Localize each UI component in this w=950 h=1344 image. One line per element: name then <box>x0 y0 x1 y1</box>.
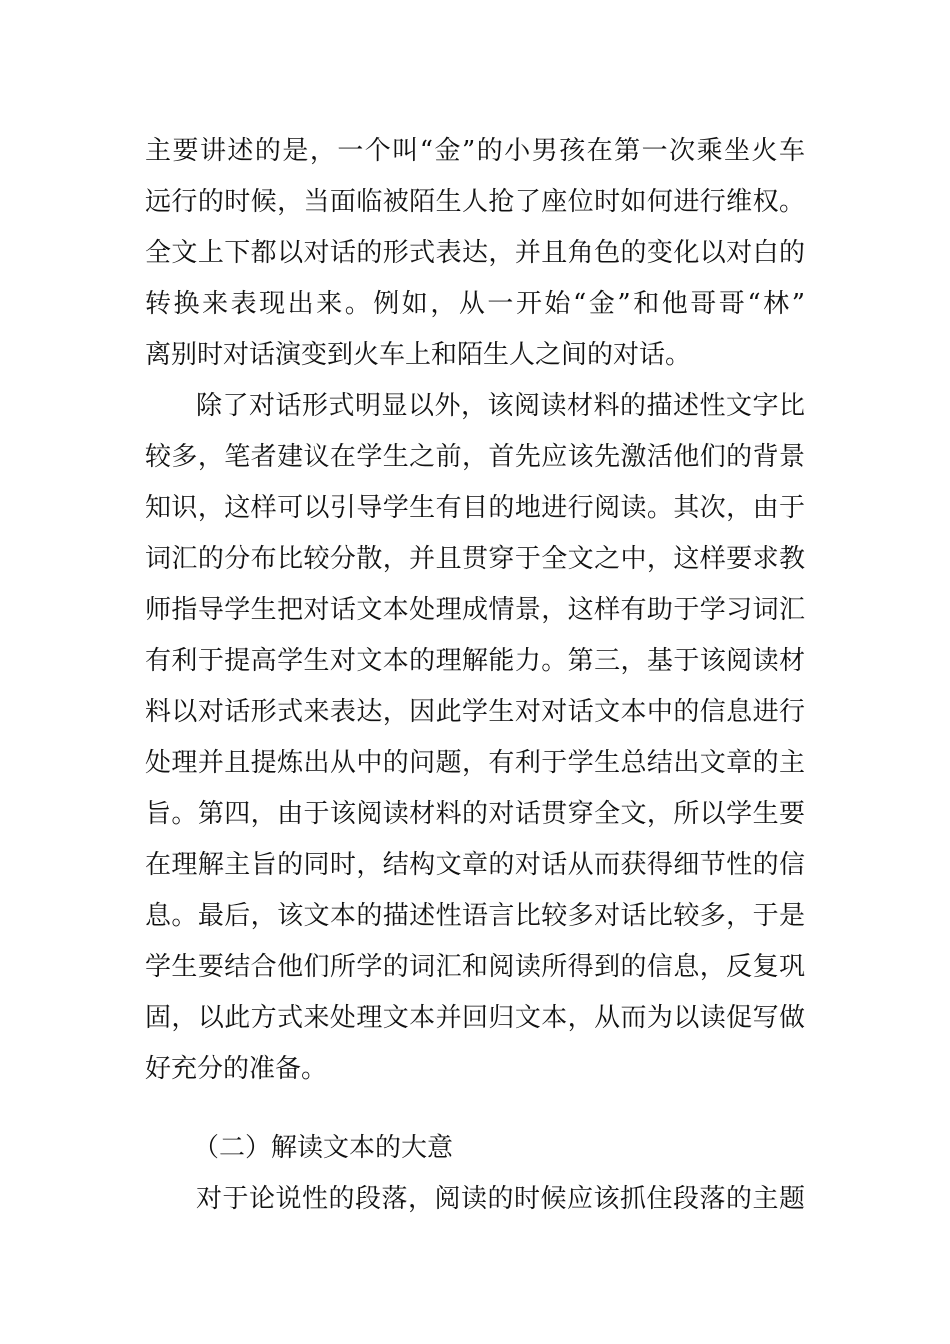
paragraph-1-line-3: 全文上下都以对话的形式表达，并且角色的变化以对白的 <box>145 238 805 268</box>
paragraph-3-line-1: 对于论说性的段落，阅读的时候应该抓住段落的主题 <box>196 1184 805 1214</box>
paragraph-2-line-5: 师指导学生把对话文本处理成情景，这样有助于学习词汇 <box>145 595 805 625</box>
paragraph-1-line-5: 离别时对话演变到火车上和陌生人之间的对话。 <box>145 340 692 370</box>
paragraph-2-line-11: 息。最后，该文本的描述性语言比较多对话比较多，于是 <box>145 901 805 931</box>
paragraph-2-line-6: 有利于提高学生对文本的理解能力。第三，基于该阅读材 <box>145 646 805 676</box>
paragraph-2-line-12: 学生要结合他们所学的词汇和阅读所得到的信息，反复巩 <box>145 952 805 982</box>
paragraph-2-line-10: 在理解主旨的同时，结构文章的对话从而获得细节性的信 <box>145 850 805 880</box>
section-heading: （二）解读文本的大意 <box>193 1133 454 1163</box>
paragraph-2-line-7: 料以对话形式来表达，因此学生对对话文本中的信息进行 <box>145 697 805 727</box>
paragraph-2-line-8: 处理并且提炼出从中的问题，有利于学生总结出文章的主 <box>145 748 805 778</box>
paragraph-2-line-9: 旨。第四，由于该阅读材料的对话贯穿全文，所以学生要 <box>145 799 805 829</box>
paragraph-2-line-3: 知识，这样可以引导学生有目的地进行阅读。其次，由于 <box>145 493 805 523</box>
paragraph-1-line-2: 远行的时候，当面临被陌生人抢了座位时如何进行维权。 <box>145 187 805 217</box>
paragraph-2-line-14: 好充分的准备。 <box>145 1054 328 1084</box>
paragraph-2-line-2: 较多，笔者建议在学生之前，首先应该先激活他们的背景 <box>145 442 805 472</box>
paragraph-2-line-1: 除了对话形式明显以外，该阅读材料的描述性文字比 <box>196 391 805 421</box>
paragraph-1-line-4: 转换来表现出来。例如，从一开始“金”和他哥哥“林” <box>145 289 805 319</box>
paragraph-2-line-13: 固，以此方式来处理文本并回归文本，从而为以读促写做 <box>145 1003 805 1033</box>
paragraph-1-line-1: 主要讲述的是，一个叫“金”的小男孩在第一次乘坐火车 <box>145 136 805 166</box>
paragraph-2-line-4: 词汇的分布比较分散，并且贯穿于全文之中，这样要求教 <box>145 544 805 574</box>
